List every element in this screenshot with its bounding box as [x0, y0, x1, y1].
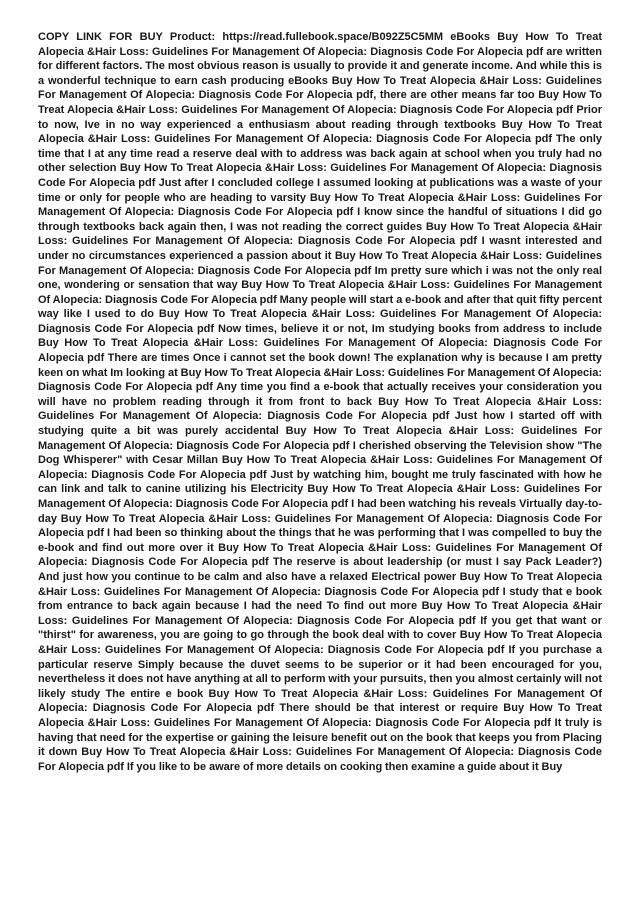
document-body-text: COPY LINK FOR BUY Product: https://read.fullebook.space/B092Z5C5MM eBooks Buy How To Treat Alopecia &Hair Loss: Guidelines For Management Of Alopecia: Diagnosis Code For Alopecia pdf are written for different factors. The most obvious reason is usually to provide it and generate income. And while this is a wonderful technique to earn cash producing eBooks Buy How To Treat Alopecia &Hair Loss: Guidelines For Management Of Alopecia: Diagnosis Code For Alopecia pdf, there are other means far too Buy How To Treat Alopecia &Hair Loss: Guidelines For Management Of Alopecia: Diagnosis Code For Alopecia pdf Prior to now, Ive in no way experienced a enthusiasm about reading through textbooks Buy How To Treat Alopecia &Hair Loss: Guidelines For Management Of Alopecia: Diagnosis Code For Alopecia pdf The only time that I at any time read a reserve deal with to address was back again at school when you truly had no other selection Buy How To Treat Alopecia &Hair Loss: Guidelines For Management Of Alopecia: Diagnosis Code For Alopecia pdf Just after I concluded college I assumed looking at publications was a waste of your time or only for people who are heading to varsity Buy How To Treat Alopecia &Hair Loss: Guidelines For Management Of Alopecia: Diagnosis Code For Alopecia pdf I know since the handful of situations I did go through textbooks back again then, I was not reading the correct guides Buy How To Treat Alopecia &Hair Loss: Guidelines For Management Of Alopecia: Diagnosis Code For Alopecia pdf I wasnt interested and under no circumstances experienced a passion about it Buy How To Treat Alopecia &Hair Loss: Guidelines For Management Of Alopecia: Diagnosis Code For Alopecia pdf Im pretty sure which i was not the only real one, wondering or sensation that way Buy How To Treat Alopecia &Hair Loss: Guidelines For Management Of Alopecia: Diagnosis Code For Alopecia pdf Many people will start a e-book and after that quit fifty percent way like I used to do Buy How To Treat Alopecia &Hair Loss: Guidelines For Management Of Alopecia: Diagnosis Code For Alopecia pdf Now times, believe it or not, Im studying books from address to include Buy How To Treat Alopecia &Hair Loss: Guidelines For Management Of Alopecia: Diagnosis Code For Alopecia pdf There are times Once i cannot set the book down! The explanation why is because I am pretty keen on what Im looking at Buy How To Treat Alopecia &Hair Loss: Guidelines For Management Of Alopecia: Diagnosis Code For Alopecia pdf Any time you find a e-book that actually receives your consideration you will have no problem reading through it from front to back Buy How To Treat Alopecia &Hair Loss: Guidelines For Management Of Alopecia: Diagnosis Code For Alopecia pdf Just how I started off with studying quite a bit was purely accidental Buy How To Treat Alopecia &Hair Loss: Guidelines For Management Of Alopecia: Diagnosis Code For Alopecia pdf I cherished observing the Television show "The Dog Whisperer" with Cesar Millan Buy How To Treat Alopecia &Hair Loss: Guidelines For Management Of Alopecia: Diagnosis Code For Alopecia pdf Just by watching him, bought me truly fascinated with how he can link and talk to canine utilizing his Electricity Buy How To Treat Alopecia &Hair Loss: Guidelines For Management Of Alopecia: Diagnosis Code For Alopecia pdf I had been watching his reveals Virtually day-to-day Buy How To Treat Alopecia &Hair Loss: Guidelines For Management Of Alopecia: Diagnosis Code For Alopecia pdf I had been so thinking about the things that he was performing that I was compelled to buy the e-book and find out more over it Buy How To Treat Alopecia &Hair Loss: Guidelines For Management Of Alopecia: Diagnosis Code For Alopecia pdf The reserve is about leadership (or must I say Pack Leader?) And just how you continue to be calm and also have a relaxed Electrical power Buy How To Treat Alopecia &Hair Loss: Guidelines For Management Of Alopecia: Diagnosis Code For Alopecia pdf I study that e book from entrance to back again because I had the need To find out more Buy How To Treat Alopecia &Hair Loss: Guidelines For Management Of Alopecia: Diagnosis Code For Alopecia pdf If you get that want or "thirst" for awareness, you are going to go through the book deal with to cover Buy How To Treat Alopecia &Hair Loss: Guidelines For Management Of Alopecia: Diagnosis Code For Alopecia pdf If you purchase a particular reserve Simply because the duvet seems to be superior or it had been encouraged for you, nevertheless it does not have anything at all to perform with your pursuits, then you almost certainly will not likely study The entire e book Buy How To Treat Alopecia &Hair Loss: Guidelines For Management Of Alopecia: Diagnosis Code For Alopecia pdf There should be that interest or require Buy How To Treat Alopecia &Hair Loss: Guidelines For Management Of Alopecia: Diagnosis Code For Alopecia pdf It truly is having that need for the expertise or gaining the leisure benefit out on the book that keeps you from Placing it down Buy How To Treat Alopecia &Hair Loss: Guidelines For Management Of Alopecia: Diagnosis Code For Alopecia pdf If you like to be aware of more details on cooking then examine a guide about it Buy	[38, 31, 602, 773]
